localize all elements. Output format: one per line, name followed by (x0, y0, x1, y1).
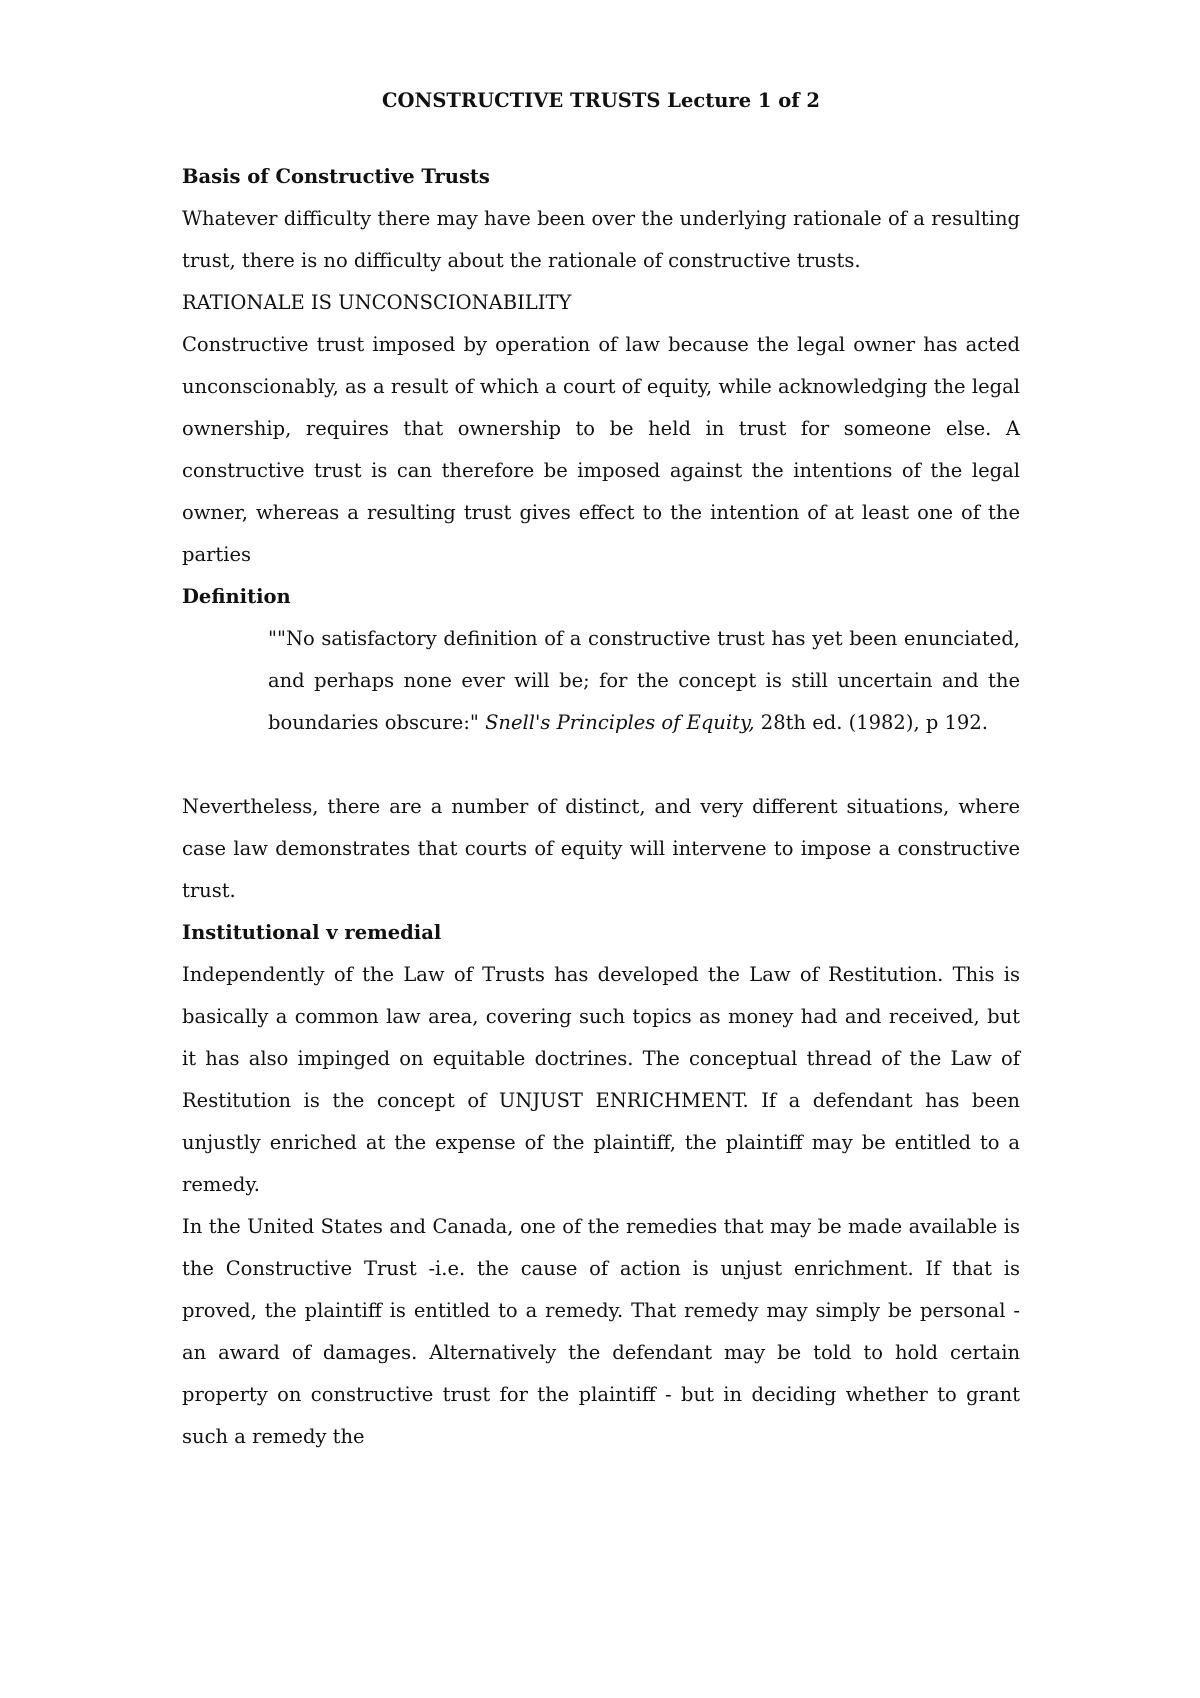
section-heading-institutional: Institutional v remedial (182, 921, 442, 944)
quote-citation: 28th ed. (1982), p 192. (760, 711, 988, 734)
page-title: CONSTRUCTIVE TRUSTS Lecture 1 of 2 (381, 89, 820, 112)
document-body (182, 80, 1020, 1458)
quote-text: ""No satisfactory definition of a constructive trust has yet been enunciated, and perhaps none ever will be; for the concept is still uncertain and the boundaries obscure:" (268, 627, 1020, 734)
paragraph-nevertheless: Nevertheless, there are a number of distinct, and very different situations, where case law demonstrates that courts of equity will intervene to impose a constructive trust. (182, 795, 1020, 902)
definition-quote (268, 618, 1020, 744)
section-heading-rationale: RATIONALE IS UNCONSCIONABILITY (182, 291, 572, 314)
paragraph-basis: Whatever difficulty there may have been over the underlying rationale of a resulting trust, there is no difficulty about the rationale of constructive trusts. (182, 207, 1020, 272)
section-institutional (182, 912, 1020, 1458)
section-heading-basis: Basis of Constructive Trusts (182, 165, 490, 188)
section-rationale (182, 282, 1020, 576)
section-definition (182, 576, 1020, 912)
paragraph-us-canada: In the United States and Canada, one of the remedies that may be made available is the Constructive Trust -i.e. the cause of action is unjust enrichment. If that is proved, the plaintiff is entitled to a remedy. That remedy may simply be personal - an award of damages. Alternatively the defendant may be told to hold certain property on constructive trust for the plaintiff - but in deciding whether to grant such a remedy the (182, 1215, 1020, 1448)
section-heading-definition: Definition (182, 585, 291, 608)
paragraph-rationale: Constructive trust imposed by operation of law because the legal owner has acted unconscionably, as a result of which a court of equity, while acknowledging the legal ownership, requires that ownership to be held in trust for someone else. A constructive trust is can therefore be imposed against the intentions of the legal owner, whereas a resulting trust gives effect to the intention of at least one of the parties (182, 333, 1020, 566)
section-basis (182, 156, 1020, 282)
quote-source: Snell's Principles of Equity, (485, 711, 755, 734)
paragraph-restitution: Independently of the Law of Trusts has developed the Law of Restitution. This is basically a common law area, covering such topics as money had and received, but it has also impinged on equitable doctrines. The conceptual thread of the Law of Restitution is the concept of UNJUST ENRICHMENT. If a defendant has been unjustly enriched at the expense of the plaintiff, the plaintiff may be entitled to a remedy. (182, 963, 1020, 1196)
